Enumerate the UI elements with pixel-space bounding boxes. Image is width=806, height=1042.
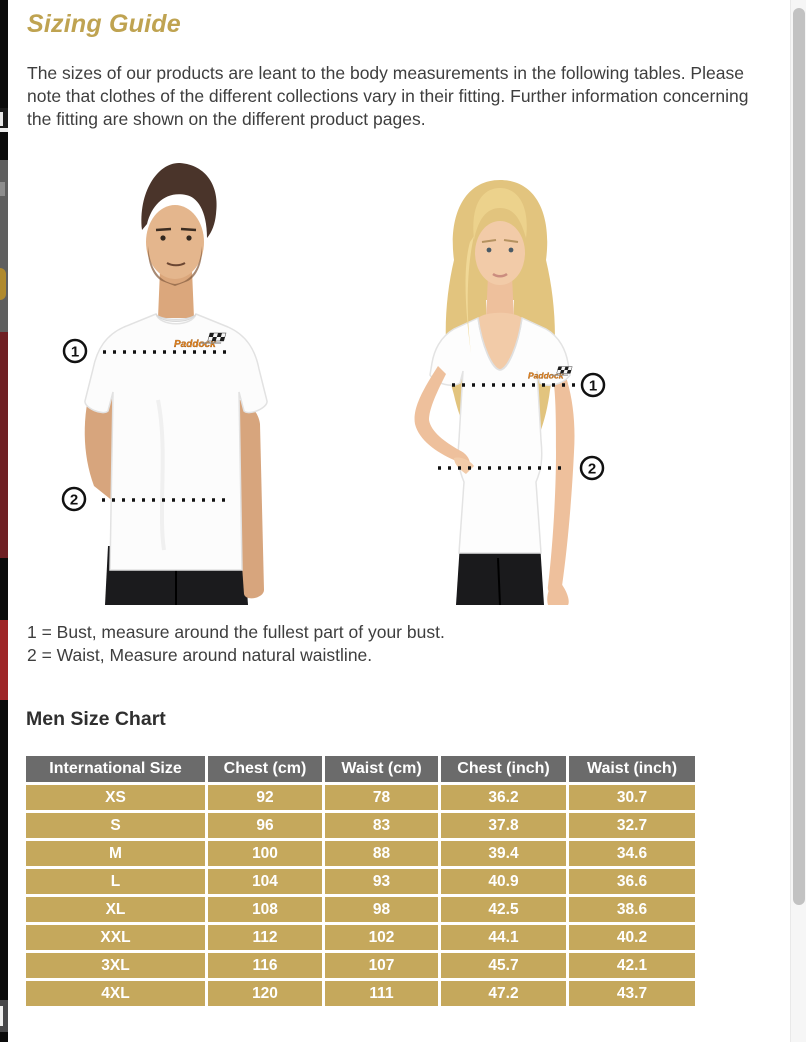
size-cell: 93 [325,869,438,894]
size-cell: 98 [325,897,438,922]
column-header-chest-inch: Chest (inch) [441,756,566,782]
scrollbar-track[interactable] [790,0,806,1042]
size-cell: XS [26,785,205,810]
size-cell: S [26,813,205,838]
edge-decoration [0,112,3,126]
column-header-waist-inch: Waist (inch) [569,756,695,782]
size-cell: 39.4 [441,841,566,866]
size-cell: 120 [208,981,322,1006]
size-cell: 116 [208,953,322,978]
models-illustration: Paddock 1 2 1 2 [8,150,708,605]
size-cell: 42.1 [569,953,695,978]
column-header-chest-cm: Chest (cm) [208,756,322,782]
size-cell: 4XL [26,981,205,1006]
size-cell: 108 [208,897,322,922]
size-cell: XL [26,897,205,922]
size-measurement-figure [8,150,708,605]
size-cell: 47.2 [441,981,566,1006]
size-cell: XXL [26,925,205,950]
header-row [26,756,695,782]
size-cell: 44.1 [441,925,566,950]
men-size-chart-heading: Men Size Chart [26,708,166,730]
size-cell: 3XL [26,953,205,978]
size-cell: 88 [325,841,438,866]
size-cell: 102 [325,925,438,950]
size-cell: 40.2 [569,925,695,950]
size-cell: 34.6 [569,841,695,866]
edge-decoration [0,1006,3,1026]
waist-marker-label: 2 [69,491,79,509]
page-title: Sizing Guide [27,10,181,38]
size-row-xxl [26,925,695,950]
female-model-illustration [415,180,575,605]
size-cell: 38.6 [569,897,695,922]
edge-decoration [0,182,5,196]
legend-line-bust: 1 = Bust, measure around the fullest part of your bust. [27,622,445,642]
size-cell: 45.7 [441,953,566,978]
background-page-edge [0,0,8,1042]
sizing-guide-panel [8,0,790,1042]
size-cell: 96 [208,813,322,838]
size-cell: 36.2 [441,785,566,810]
size-cell: 37.8 [441,813,566,838]
size-cell: 83 [325,813,438,838]
column-header-international-size: International Size [26,756,205,782]
size-cell: 112 [208,925,322,950]
size-row-xs [26,785,695,810]
size-cell: 111 [325,981,438,1006]
male-model-illustration [85,163,267,605]
size-row-l [26,869,695,894]
scrollbar-thumb[interactable] [793,8,805,905]
edge-decoration [0,268,6,300]
intro-paragraph: The sizes of our products are leant to the body measurements in the following tables. Please note that clothes of the different collections vary in their fitting. Further information concerning the fitting are shown on the different product pages. [27,63,749,129]
size-row-3xl [26,953,695,978]
waist-marker-label: 2 [587,460,597,478]
edge-decoration [0,128,8,132]
size-cell: 100 [208,841,322,866]
size-cell: 92 [208,785,322,810]
size-cell: 42.5 [441,897,566,922]
edge-decoration [0,620,8,700]
size-row-s [26,813,695,838]
size-row-m [26,841,695,866]
bust-marker-label: 1 [588,377,598,395]
size-row-xl [26,897,695,922]
men-size-chart-table [23,753,698,1009]
size-cell: 107 [325,953,438,978]
size-cell: 32.7 [569,813,695,838]
size-cell: 78 [325,785,438,810]
size-cell: M [26,841,205,866]
measurement-legend [27,621,445,667]
size-cell: 36.6 [569,869,695,894]
size-cell: 104 [208,869,322,894]
size-row-4xl [26,981,695,1006]
edge-decoration [0,332,8,558]
size-cell: L [26,869,205,894]
size-cell: 30.7 [569,785,695,810]
column-header-waist-cm: Waist (cm) [325,756,438,782]
size-cell: 40.9 [441,869,566,894]
size-cell: 43.7 [569,981,695,1006]
legend-line-waist: 2 = Waist, Measure around natural waistline. [27,645,373,665]
bust-marker-label: 1 [70,343,80,361]
